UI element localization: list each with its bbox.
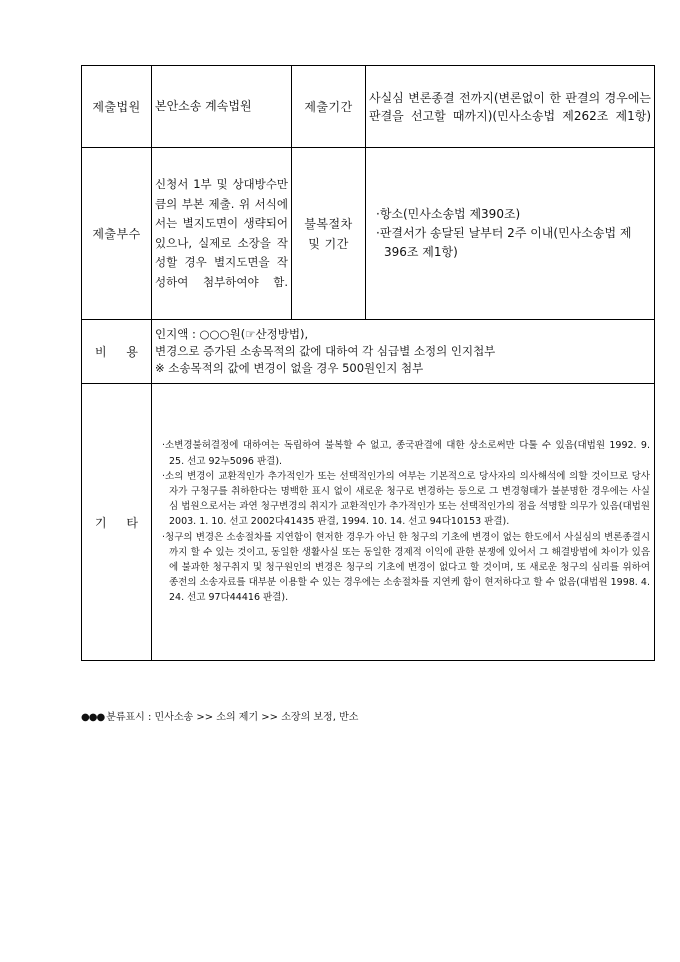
note-item: ·소변경불허결정에 대하여는 독립하여 불복할 수 없고, 종국판결에 대한 상소로써만 다툴 수 있음(대법원 1992. 9. 25. 선고 92누5096 판결).	[162, 440, 650, 467]
label-cost	[82, 320, 152, 384]
cost-line: 인지액 : ○○○원(☞산정방법),	[155, 327, 309, 341]
label-period: 제출기간	[292, 66, 366, 148]
row-etc	[82, 384, 655, 661]
note-item: ·청구의 변경은 소송절차를 지연함이 현저한 경우가 아닌 한 청구의 기초에 변경이 없는 한도에서 사실심의 변론종결시까지 할 수 있는 것이고, 동일한 생활사실 또는 동일한 경제적 이익에 관한 분쟁에 있어서 그 해결방법에 차이가 있음에 불과한 청구취지 및 청구원인의 변경은 청구의 기초에 변경이 없다고 할 것이며, 또 새로운 청구의 심리를 위하여 종전의 소송자료를 대부분 이용할 수 있는 경우에는 소송절차를 지연케 함이 현저하다고 할 수 없음(대법원 1998. 4. 24. 선고 97다44416 판결).	[162, 531, 650, 604]
list-item: ·항소(민사소송법 제390조)	[376, 207, 521, 221]
cost-line: 변경으로 증가된 소송목적의 값에 대하여 각 심급별 소정의 인지첩부	[155, 344, 496, 358]
value-etc	[152, 384, 655, 661]
label-etc-b: 타	[126, 515, 138, 530]
label-court: 제출법원	[82, 66, 152, 148]
label-appeal	[292, 148, 366, 320]
list-item: ·판결서가 송달된 날부터 2주 이내(민사소송법 제396조 제1항)	[376, 226, 632, 259]
row-cost	[82, 320, 655, 384]
category-footer	[81, 708, 358, 723]
value-copies: 신청서 1부 및 상대방수만큼의 부본 제출. 위 서식에서는 별지도면이 생략되어 있으나, 실제로 소장을 작성할 경우 별지도면을 작성하여 첨부하여야 함.	[152, 148, 292, 320]
label-etc-a: 기	[95, 515, 107, 530]
label-appeal-line1: 불복절차	[304, 216, 353, 231]
label-etc	[82, 384, 152, 661]
value-court: 본안소송 계속법원	[152, 66, 292, 148]
info-table	[81, 65, 655, 661]
value-period: 사실심 변론종결 전까지(변론없이 한 판결의 경우에는 판결을 선고할 때까지)(민사소송법 제262조 제1항)	[366, 66, 655, 148]
cost-line: ※ 소송목적의 값에 변경이 없을 경우 500원인지 첨부	[155, 361, 424, 375]
label-cost-b: 용	[126, 345, 138, 359]
value-cost	[152, 320, 655, 384]
label-appeal-line2: 및 기간	[308, 236, 349, 251]
row-court	[82, 66, 655, 148]
label-copies: 제출부수	[82, 148, 152, 320]
label-cost-a: 비	[95, 345, 107, 359]
category-path: 분류표시 : 민사소송 >> 소의 제기 >> 소장의 보정, 반소	[106, 712, 359, 723]
row-copies	[82, 148, 655, 320]
appeal-list	[376, 205, 646, 262]
note-item: ·소의 변경이 교환적인가 추가적인가 또는 선택적인가의 여부는 기본적으로 당사자의 의사해석에 의할 것이므로 당사자가 구청구를 취하한다는 명백한 표시 없이 새로운 청구로 변경하는 등으로 그 변경형태가 불분명한 경우에는 사실심 법원으로서는 과연 청구변경의 취지가 교환적인가 추가적인가 또는 선택적인가의 점을 석명할 의무가 있음(대법원 2003. 1. 10. 선고 2002다41435 판결, 1994. 10. 14. 선고 94다10153 판결).	[162, 470, 650, 528]
bullet-dots: ●●●	[81, 712, 105, 723]
value-appeal	[366, 148, 655, 320]
